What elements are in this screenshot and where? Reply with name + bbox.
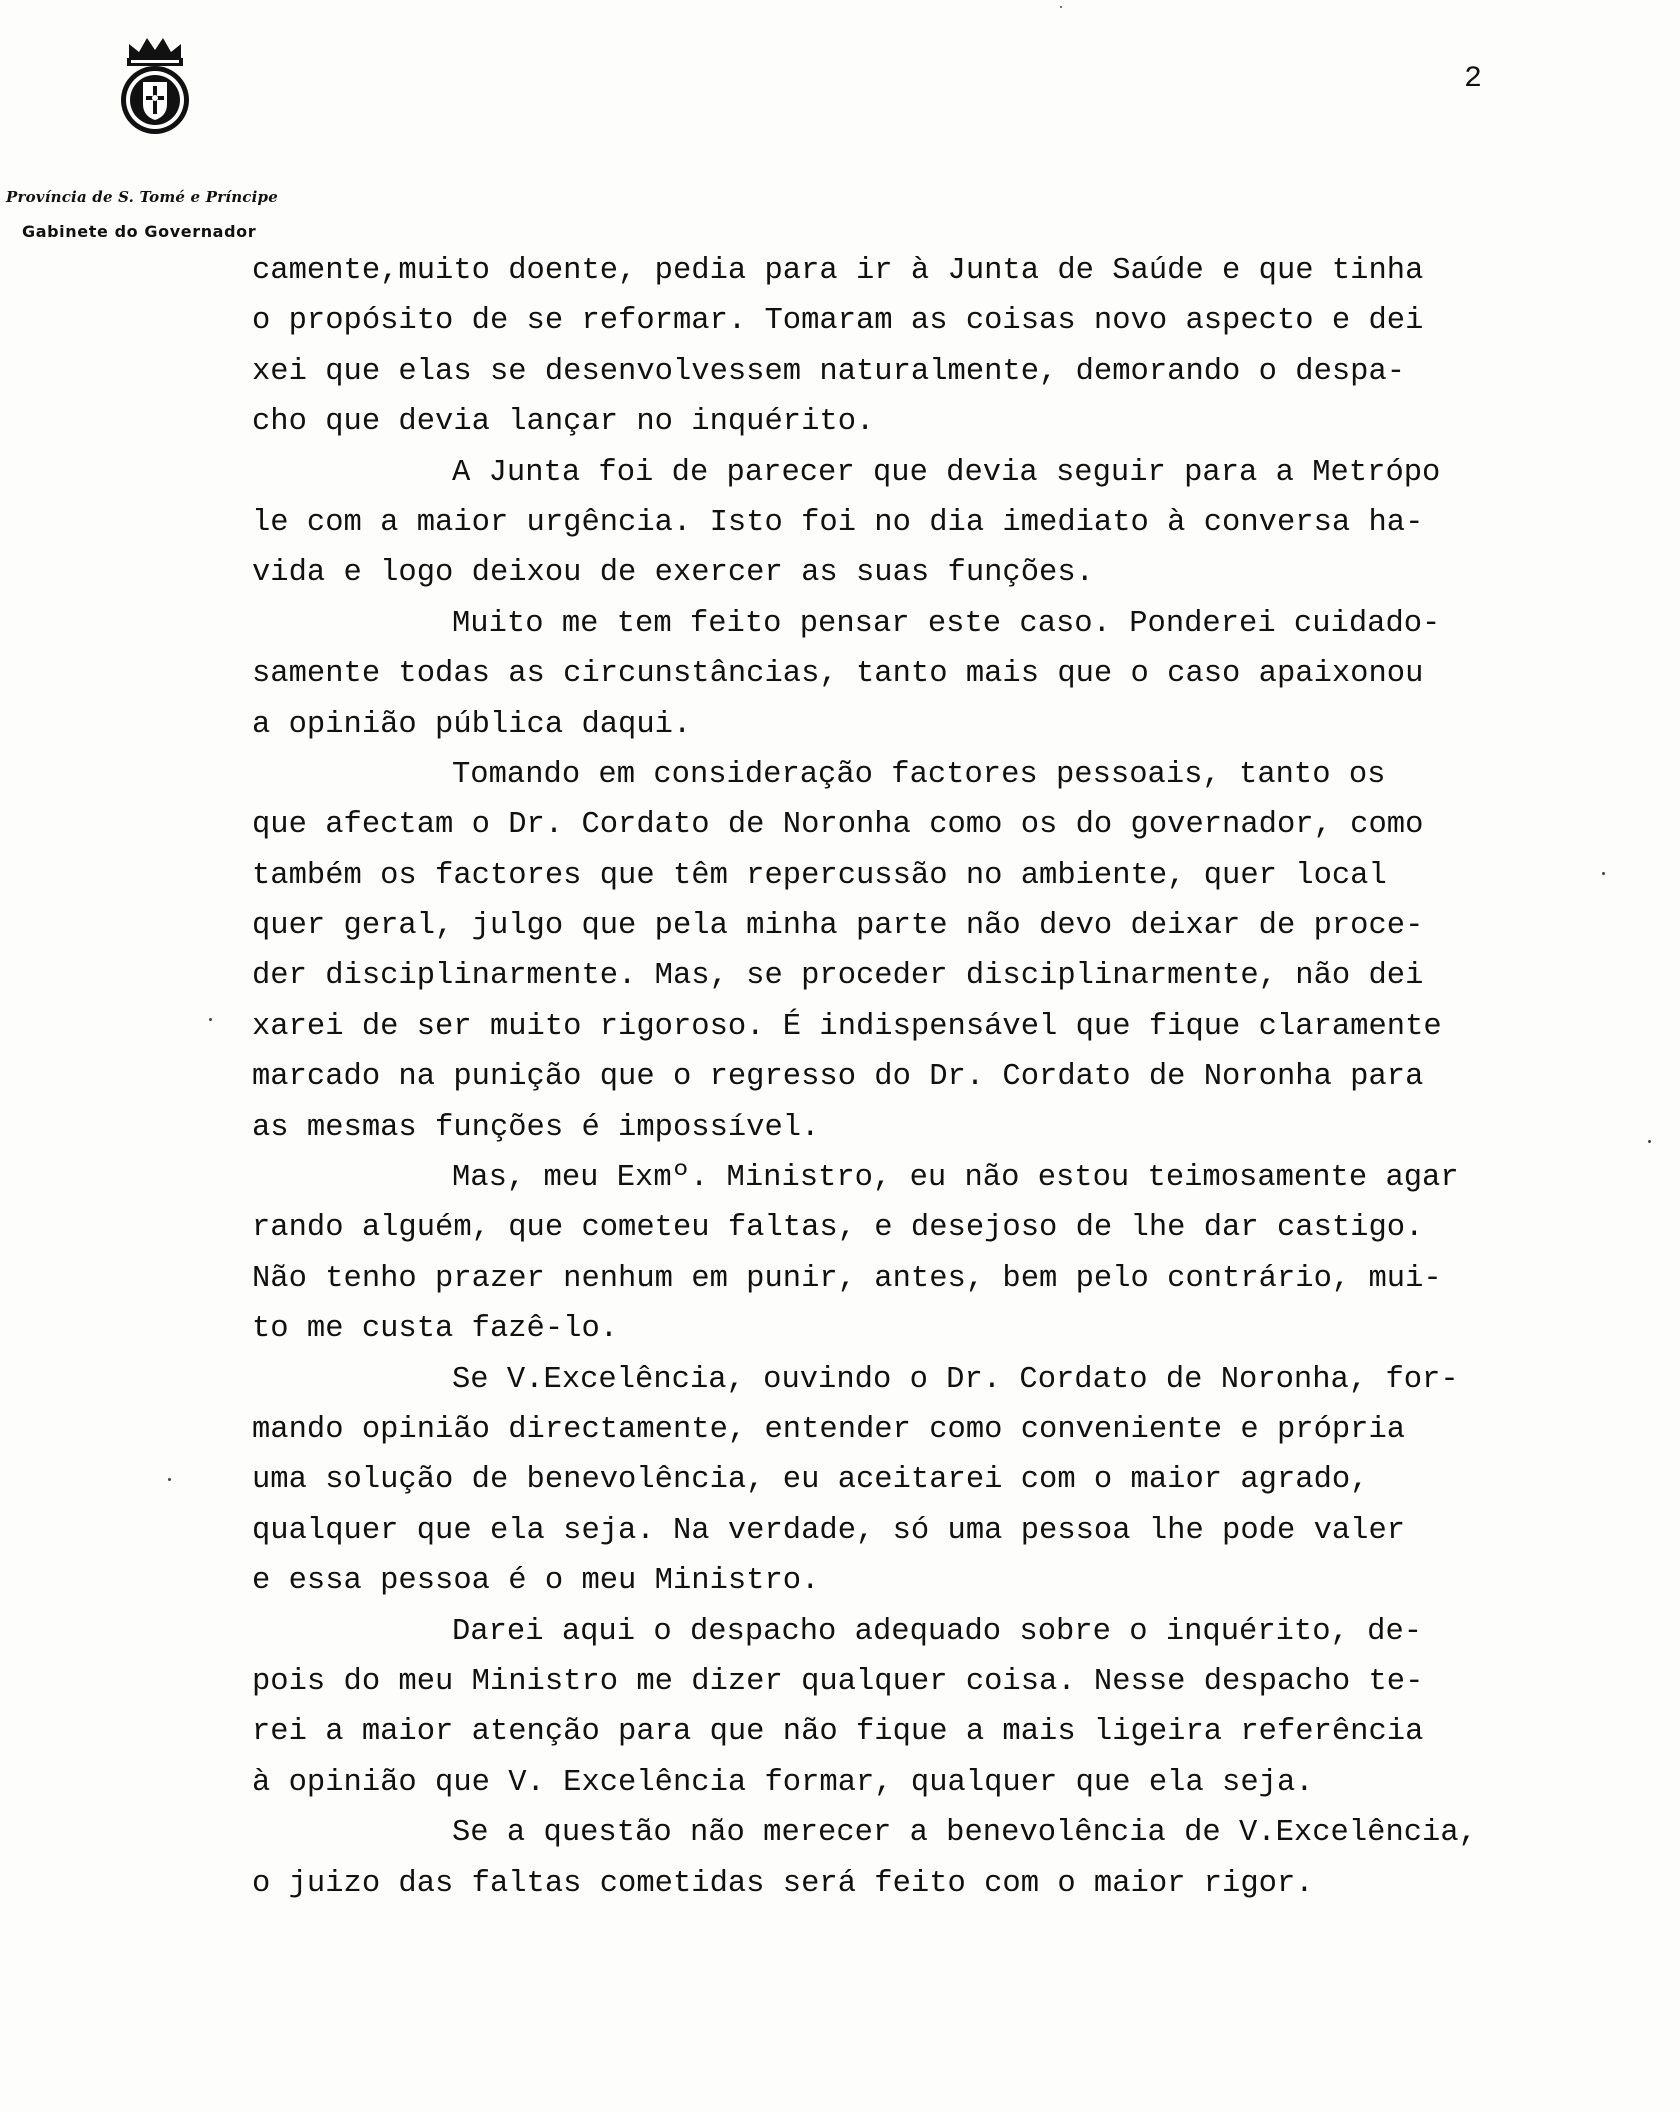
- text-line: camente,muito doente, pedia para ir à Junta de Saúde e que tinha: [252, 254, 1424, 288]
- letterhead-province: Província de S. Tomé e Príncipe: [6, 188, 278, 206]
- text-line: uma solução de benevolência, eu aceitarei com o maior agrado,: [252, 1463, 1369, 1498]
- text-line: pois do meu Ministro me dizer qualquer coisa. Nesse despacho te-: [252, 1664, 1424, 1699]
- text-line: Tomando em consideração factores pessoais, tanto os: [452, 757, 1386, 792]
- text-line: vida e logo deixou de exercer as suas funções.: [252, 556, 1094, 591]
- text-line: rando alguém, que cometeu faltas, e desejoso de lhe dar castigo.: [252, 1211, 1424, 1246]
- text-line: as mesmas funções é impossível.: [252, 1110, 820, 1145]
- scan-speck: [1060, 6, 1062, 8]
- text-line: Muito me tem feito pensar este caso. Ponderei cuidado-: [452, 606, 1441, 641]
- text-line: Se V.Excelência, ouvindo o Dr. Cordato de Noronha, for-: [452, 1362, 1459, 1397]
- text-line: xei que elas se desenvolvessem naturalmente, demorando o despa-: [252, 354, 1406, 389]
- text-line: à opinião que V. Excelência formar, qualquer que ela seja.: [252, 1765, 1314, 1800]
- text-line: Mas, meu Exmº. Ministro, eu não estou teimosamente agar: [452, 1161, 1459, 1196]
- text-line: der disciplinarmente. Mas, se proceder disciplinarmente, não dei: [252, 959, 1424, 994]
- page-number: 2: [1464, 62, 1483, 96]
- text-line: to me custa fazê-lo.: [252, 1312, 619, 1347]
- text-line: que afectam o Dr. Cordato de Noronha como os do governador, como: [252, 808, 1424, 843]
- text-line: também os factores que têm repercussão no ambiente, quer local: [252, 858, 1387, 893]
- text-line: Se a questão não merecer a benevolência de V.Excelência,: [452, 1816, 1477, 1851]
- scan-speck: [168, 1478, 171, 1481]
- text-line: marcado na punição que o regresso do Dr. Cordato de Noronha para: [252, 1060, 1424, 1095]
- text-line: o propósito de se reformar. Tomaram as coisas novo aspecto e dei: [252, 304, 1424, 339]
- text-line: quer geral, julgo que pela minha parte não devo deixar de proce-: [252, 909, 1424, 944]
- text-line: rei a maior atenção para que não fique a mais ligeira referência: [252, 1715, 1424, 1750]
- scan-speck: [209, 1018, 212, 1021]
- letterhead: [0, 30, 310, 241]
- text-line: a opinião pública daqui.: [252, 707, 692, 742]
- text-line: Darei aqui o despacho adequado sobre o inquérito, de-: [452, 1614, 1423, 1649]
- coat-of-arms-icon: [107, 30, 203, 140]
- letter-body: [252, 246, 1582, 1909]
- text-line: mando opinião directamente, entender como conveniente e própria: [252, 1412, 1406, 1447]
- letterhead-cabinet: Gabinete do Governador: [22, 222, 257, 241]
- text-line: le com a maior urgência. Isto foi no dia imediato à conversa ha-: [252, 505, 1424, 540]
- scan-speck: [1648, 1140, 1651, 1143]
- text-line: xarei de ser muito rigoroso. É indispensável que fique claramente: [252, 1009, 1442, 1044]
- text-line: A Junta foi de parecer que devia seguir para a Metrópo: [452, 455, 1441, 490]
- text-line: cho que devia lançar no inquérito.: [252, 405, 875, 440]
- text-line: qualquer que ela seja. Na verdade, só uma pessoa lhe pode valer: [252, 1513, 1406, 1548]
- text-line: o juizo das faltas cometidas será feito com o maior rigor.: [252, 1866, 1314, 1901]
- text-line: Não tenho prazer nenhum em punir, antes, bem pelo contrário, mui-: [252, 1261, 1442, 1296]
- text-line: samente todas as circunstâncias, tanto mais que o caso apaixonou: [252, 657, 1424, 692]
- text-line: e essa pessoa é o meu Ministro.: [252, 1564, 820, 1599]
- scan-speck: [1602, 872, 1605, 875]
